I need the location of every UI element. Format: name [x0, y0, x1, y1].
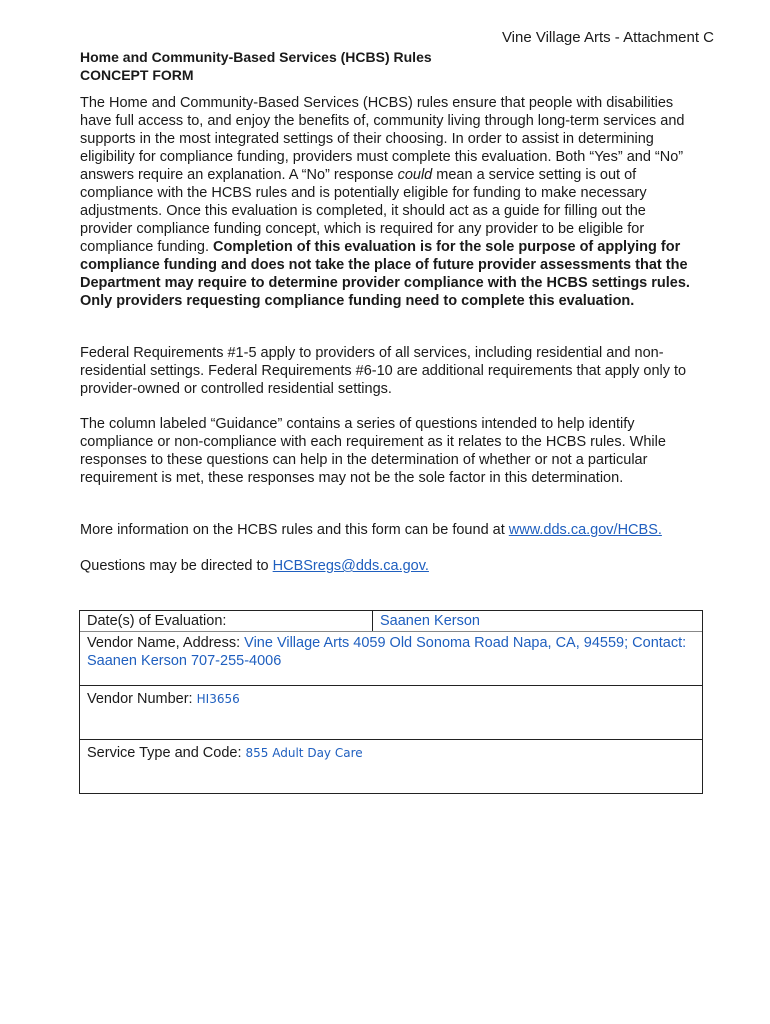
evaluation-form-table: [79, 610, 703, 794]
date-value-field[interactable]: Saanen Kerson: [380, 613, 480, 629]
form-title-line1: Home and Community-Based Services (HCBS) Rules: [80, 49, 432, 65]
intro-italic-could: could: [397, 167, 433, 183]
hcbs-website-link[interactable]: www.dds.ca.gov/HCBS.: [508, 522, 662, 538]
vendor-number-label: Vendor Number:: [87, 691, 197, 707]
vendor-name-label: Vendor Name, Address:: [87, 635, 245, 651]
intro-paragraph: [80, 94, 690, 310]
intro-bold-statement: Completion of this evaluation is for the sole purpose of applying for compliance funding and does not take the place of future provider assessments that the Department may require to determine provider compliance with the HCBS settings rules. Only providers requesting compliance funding need to complete this evaluation.: [80, 239, 690, 309]
intro-text-a: The Home and Community-Based Services (HCBS) rules ensure that people with disabilities have full access to, and enjoy the benefits of, community living through long-term services and supports in the most integrated settings of their choosing. In order to assist in determining eligibility for compliance funding, providers must complete this evaluation. Both “Yes” and “No” answers require an explanation. A “No” response: [80, 95, 685, 183]
questions-paragraph: [80, 557, 690, 575]
date-row: [80, 611, 702, 631]
vendor-name-row: [80, 631, 702, 685]
more-info-text: More information on the HCBS rules and this form can be found at: [80, 522, 509, 538]
vendor-name-value-field[interactable]: Vine Village Arts 4059 Old Sonoma Road Napa, CA, 94559; Contact: Saanen Kerson 707-255-4006: [87, 635, 687, 669]
federal-requirements-paragraph: Federal Requirements #1-5 apply to providers of all services, including residential and non-residential settings. Federal Requirements #6-10 are additional requirements that apply only to provider-owned or controlled residential settings.: [80, 345, 687, 397]
form-title-line2: CONCEPT FORM: [80, 67, 194, 83]
questions-text: Questions may be directed to: [80, 558, 273, 574]
hcbs-email-link[interactable]: HCBSregs@dds.ca.gov.: [272, 558, 429, 574]
service-type-label: Service Type and Code:: [87, 745, 246, 761]
intro-text-b: mean a service setting is out of compliance with the HCBS rules and is potentially eligible for funding to make necessary adjustments. Once this evaluation is completed, it should act as a guide for filling out the provider compliance funding concept, which is required for any provider to be eligible for compliance funding.: [80, 167, 647, 255]
more-info-paragraph: [80, 521, 690, 539]
attachment-header: Vine Village Arts - Attachment C: [501, 29, 714, 46]
vendor-number-value-field[interactable]: HI3656: [196, 692, 240, 706]
guidance-paragraph: The column labeled “Guidance” contains a series of questions intended to help identify compliance or non-compliance with each requirement as it relates to the HCBS rules. While responses to these questions can help in the determination of whether or not a particular requirement is met, these responses may not be the sole factor in this determination.: [80, 416, 666, 486]
date-label: Date(s) of Evaluation:: [80, 611, 373, 631]
vendor-number-row: [80, 685, 702, 739]
form-title: [80, 48, 432, 84]
service-type-row: [80, 739, 702, 793]
service-type-value-field[interactable]: 855 Adult Day Care: [245, 746, 363, 760]
